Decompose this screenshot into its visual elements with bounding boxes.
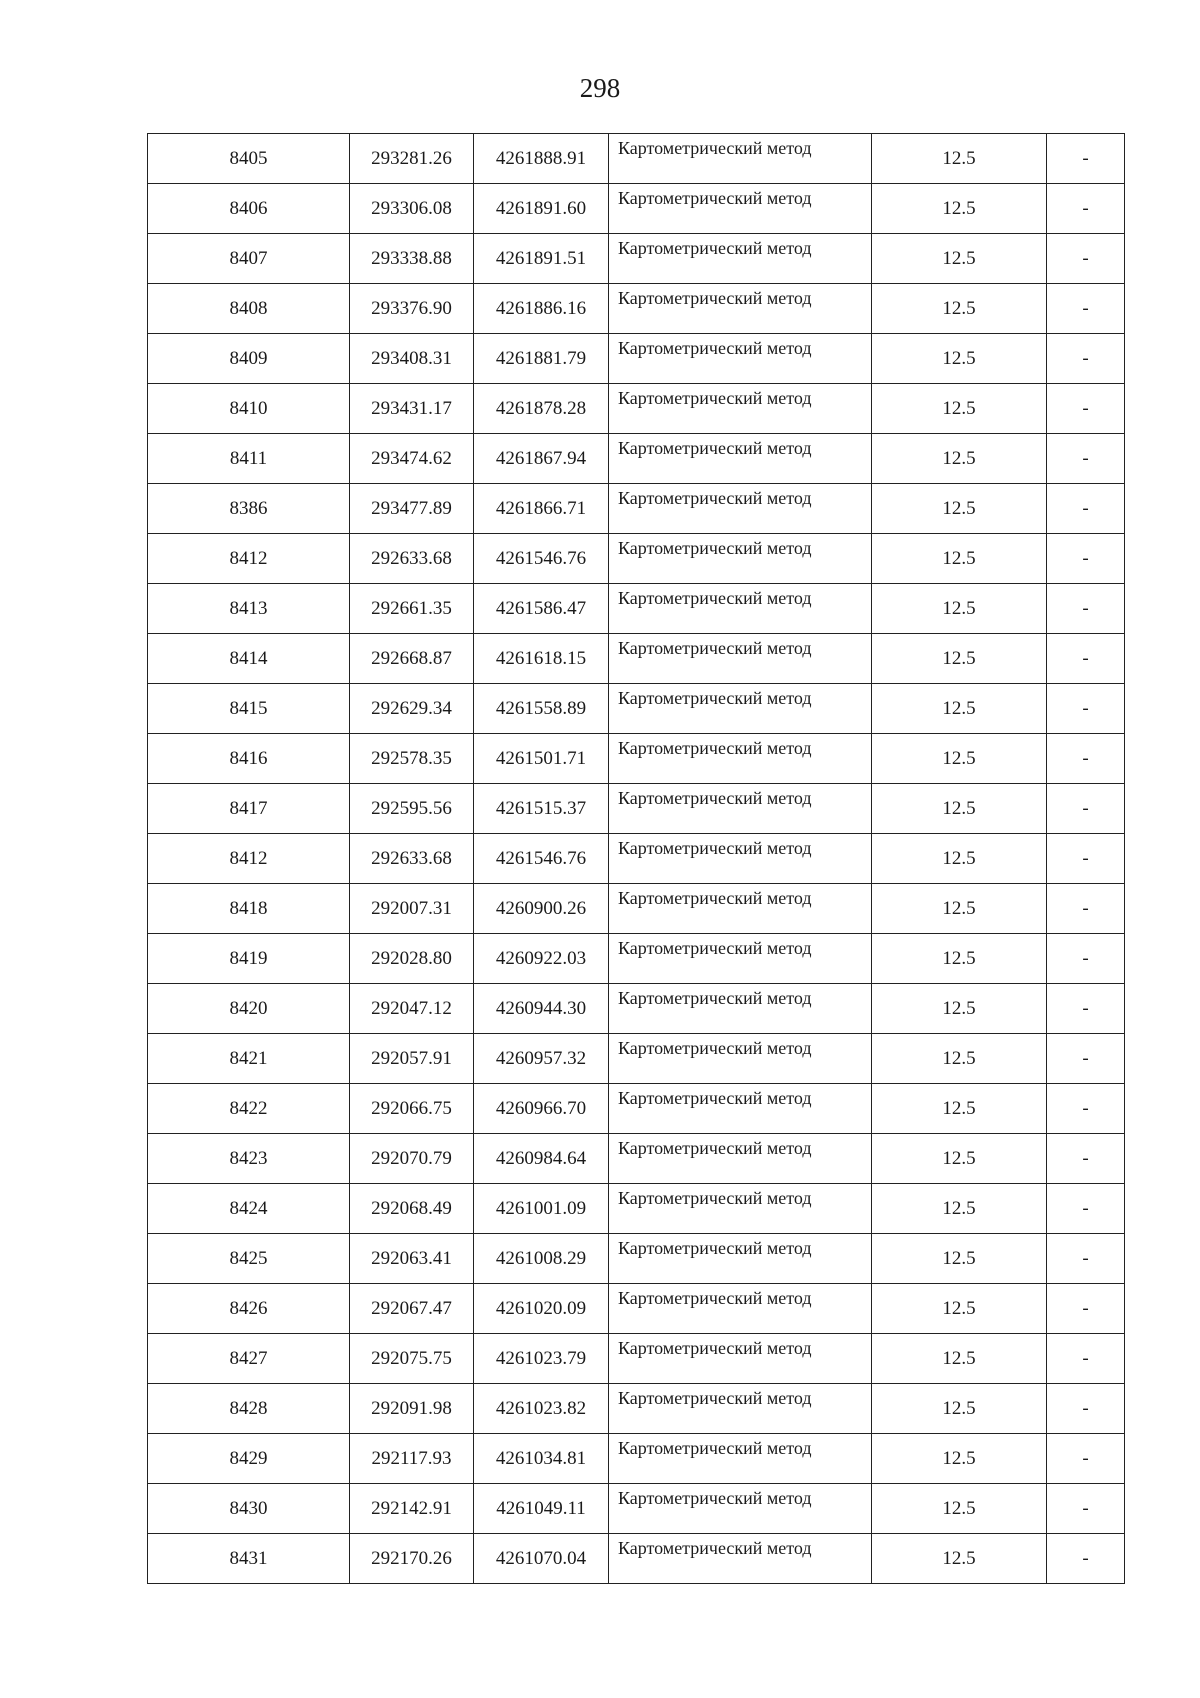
point-number-cell: 8422 <box>148 1084 350 1134</box>
table-row <box>148 784 1125 834</box>
table-row <box>148 434 1125 484</box>
x-coordinate-cell: 293338.88 <box>350 234 474 284</box>
method-cell: Картометрический метод <box>609 134 872 184</box>
note-cell: - <box>1047 1434 1125 1484</box>
y-coordinate-cell: 4261878.28 <box>474 384 609 434</box>
accuracy-cell: 12.5 <box>872 634 1047 684</box>
point-number-cell: 8409 <box>148 334 350 384</box>
x-coordinate-cell: 293431.17 <box>350 384 474 434</box>
accuracy-cell: 12.5 <box>872 584 1047 634</box>
page-number: 298 <box>579 73 621 103</box>
point-number-cell: 8413 <box>148 584 350 634</box>
y-coordinate-cell: 4261866.71 <box>474 484 609 534</box>
note-cell: - <box>1047 1334 1125 1384</box>
point-number-cell: 8417 <box>148 784 350 834</box>
method-cell: Картометрический метод <box>609 934 872 984</box>
method-cell: Картометрический метод <box>609 1484 872 1534</box>
x-coordinate-cell: 292007.31 <box>350 884 474 934</box>
point-number-cell: 8428 <box>148 1384 350 1434</box>
point-number-cell: 8421 <box>148 1034 350 1084</box>
y-coordinate-cell: 4261546.76 <box>474 534 609 584</box>
accuracy-cell: 12.5 <box>872 1534 1047 1584</box>
table-row <box>148 1434 1125 1484</box>
note-cell: - <box>1047 284 1125 334</box>
method-cell: Картометрический метод <box>609 1534 872 1584</box>
accuracy-cell: 12.5 <box>872 134 1047 184</box>
table-row <box>148 734 1125 784</box>
coordinates-table <box>147 133 1125 1584</box>
point-number-cell: 8420 <box>148 984 350 1034</box>
note-cell: - <box>1047 1234 1125 1284</box>
x-coordinate-cell: 292668.87 <box>350 634 474 684</box>
method-cell: Картометрический метод <box>609 1434 872 1484</box>
method-cell: Картометрический метод <box>609 584 872 634</box>
x-coordinate-cell: 292595.56 <box>350 784 474 834</box>
table-row <box>148 334 1125 384</box>
note-cell: - <box>1047 884 1125 934</box>
table-row <box>148 1334 1125 1384</box>
point-number-cell: 8412 <box>148 834 350 884</box>
point-number-cell: 8411 <box>148 434 350 484</box>
method-cell: Картометрический метод <box>609 284 872 334</box>
y-coordinate-cell: 4261070.04 <box>474 1534 609 1584</box>
note-cell: - <box>1047 1384 1125 1434</box>
x-coordinate-cell: 293306.08 <box>350 184 474 234</box>
point-number-cell: 8416 <box>148 734 350 784</box>
method-cell: Картометрический метод <box>609 884 872 934</box>
table-row <box>148 1534 1125 1584</box>
x-coordinate-cell: 292063.41 <box>350 1234 474 1284</box>
note-cell: - <box>1047 734 1125 784</box>
point-number-cell: 8419 <box>148 934 350 984</box>
note-cell: - <box>1047 1284 1125 1334</box>
point-number-cell: 8431 <box>148 1534 350 1584</box>
note-cell: - <box>1047 1084 1125 1134</box>
y-coordinate-cell: 4260944.30 <box>474 984 609 1034</box>
method-cell: Картометрический метод <box>609 1284 872 1334</box>
table-row <box>148 884 1125 934</box>
note-cell: - <box>1047 184 1125 234</box>
accuracy-cell: 12.5 <box>872 1034 1047 1084</box>
point-number-cell: 8429 <box>148 1434 350 1484</box>
accuracy-cell: 12.5 <box>872 1084 1047 1134</box>
table-row <box>148 384 1125 434</box>
note-cell: - <box>1047 784 1125 834</box>
accuracy-cell: 12.5 <box>872 934 1047 984</box>
note-cell: - <box>1047 684 1125 734</box>
point-number-cell: 8386 <box>148 484 350 534</box>
coordinates-table-body <box>148 134 1125 1584</box>
method-cell: Картометрический метод <box>609 384 872 434</box>
note-cell: - <box>1047 984 1125 1034</box>
point-number-cell: 8408 <box>148 284 350 334</box>
y-coordinate-cell: 4261008.29 <box>474 1234 609 1284</box>
table-row <box>148 1134 1125 1184</box>
note-cell: - <box>1047 484 1125 534</box>
accuracy-cell: 12.5 <box>872 334 1047 384</box>
x-coordinate-cell: 292075.75 <box>350 1334 474 1384</box>
method-cell: Картометрический метод <box>609 1234 872 1284</box>
table-row <box>148 1184 1125 1234</box>
accuracy-cell: 12.5 <box>872 1234 1047 1284</box>
y-coordinate-cell: 4261867.94 <box>474 434 609 484</box>
point-number-cell: 8427 <box>148 1334 350 1384</box>
point-number-cell: 8410 <box>148 384 350 434</box>
accuracy-cell: 12.5 <box>872 734 1047 784</box>
table-row <box>148 984 1125 1034</box>
accuracy-cell: 12.5 <box>872 834 1047 884</box>
method-cell: Картометрический метод <box>609 634 872 684</box>
note-cell: - <box>1047 1484 1125 1534</box>
method-cell: Картометрический метод <box>609 334 872 384</box>
note-cell: - <box>1047 534 1125 584</box>
accuracy-cell: 12.5 <box>872 1434 1047 1484</box>
note-cell: - <box>1047 134 1125 184</box>
point-number-cell: 8423 <box>148 1134 350 1184</box>
point-number-cell: 8426 <box>148 1284 350 1334</box>
y-coordinate-cell: 4260957.32 <box>474 1034 609 1084</box>
x-coordinate-cell: 292633.68 <box>350 534 474 584</box>
y-coordinate-cell: 4261891.51 <box>474 234 609 284</box>
table-row <box>148 1234 1125 1284</box>
point-number-cell: 8405 <box>148 134 350 184</box>
note-cell: - <box>1047 334 1125 384</box>
table-row <box>148 684 1125 734</box>
x-coordinate-cell: 292117.93 <box>350 1434 474 1484</box>
table-row <box>148 634 1125 684</box>
x-coordinate-cell: 292070.79 <box>350 1134 474 1184</box>
accuracy-cell: 12.5 <box>872 534 1047 584</box>
x-coordinate-cell: 292068.49 <box>350 1184 474 1234</box>
table-row <box>148 134 1125 184</box>
table-row <box>148 284 1125 334</box>
accuracy-cell: 12.5 <box>872 234 1047 284</box>
x-coordinate-cell: 292170.26 <box>350 1534 474 1584</box>
y-coordinate-cell: 4261888.91 <box>474 134 609 184</box>
method-cell: Картометрический метод <box>609 1184 872 1234</box>
y-coordinate-cell: 4261586.47 <box>474 584 609 634</box>
method-cell: Картометрический метод <box>609 784 872 834</box>
accuracy-cell: 12.5 <box>872 1184 1047 1234</box>
point-number-cell: 8406 <box>148 184 350 234</box>
method-cell: Картометрический метод <box>609 1084 872 1134</box>
note-cell: - <box>1047 384 1125 434</box>
x-coordinate-cell: 292091.98 <box>350 1384 474 1434</box>
table-row <box>148 834 1125 884</box>
method-cell: Картометрический метод <box>609 834 872 884</box>
table-row <box>148 584 1125 634</box>
point-number-cell: 8430 <box>148 1484 350 1534</box>
y-coordinate-cell: 4261020.09 <box>474 1284 609 1334</box>
accuracy-cell: 12.5 <box>872 1284 1047 1334</box>
y-coordinate-cell: 4261546.76 <box>474 834 609 884</box>
x-coordinate-cell: 292661.35 <box>350 584 474 634</box>
method-cell: Картометрический метод <box>609 684 872 734</box>
y-coordinate-cell: 4261881.79 <box>474 334 609 384</box>
x-coordinate-cell: 293376.90 <box>350 284 474 334</box>
note-cell: - <box>1047 1184 1125 1234</box>
table-row <box>148 184 1125 234</box>
accuracy-cell: 12.5 <box>872 1334 1047 1384</box>
method-cell: Картометрический метод <box>609 234 872 284</box>
note-cell: - <box>1047 1534 1125 1584</box>
accuracy-cell: 12.5 <box>872 384 1047 434</box>
x-coordinate-cell: 292066.75 <box>350 1084 474 1134</box>
method-cell: Картометрический метод <box>609 1384 872 1434</box>
x-coordinate-cell: 292057.91 <box>350 1034 474 1084</box>
method-cell: Картометрический метод <box>609 734 872 784</box>
point-number-cell: 8412 <box>148 534 350 584</box>
y-coordinate-cell: 4260922.03 <box>474 934 609 984</box>
point-number-cell: 8425 <box>148 1234 350 1284</box>
point-number-cell: 8415 <box>148 684 350 734</box>
point-number-cell: 8424 <box>148 1184 350 1234</box>
table-row <box>148 1484 1125 1534</box>
method-cell: Картометрический метод <box>609 184 872 234</box>
table-row <box>148 1384 1125 1434</box>
note-cell: - <box>1047 434 1125 484</box>
method-cell: Картометрический метод <box>609 1334 872 1384</box>
accuracy-cell: 12.5 <box>872 434 1047 484</box>
accuracy-cell: 12.5 <box>872 484 1047 534</box>
x-coordinate-cell: 292578.35 <box>350 734 474 784</box>
accuracy-cell: 12.5 <box>872 1484 1047 1534</box>
point-number-cell: 8414 <box>148 634 350 684</box>
x-coordinate-cell: 292633.68 <box>350 834 474 884</box>
y-coordinate-cell: 4261049.11 <box>474 1484 609 1534</box>
note-cell: - <box>1047 934 1125 984</box>
accuracy-cell: 12.5 <box>872 984 1047 1034</box>
note-cell: - <box>1047 1134 1125 1184</box>
x-coordinate-cell: 292067.47 <box>350 1284 474 1334</box>
method-cell: Картометрический метод <box>609 434 872 484</box>
table-row <box>148 1034 1125 1084</box>
x-coordinate-cell: 293474.62 <box>350 434 474 484</box>
note-cell: - <box>1047 634 1125 684</box>
table-row <box>148 484 1125 534</box>
x-coordinate-cell: 292028.80 <box>350 934 474 984</box>
y-coordinate-cell: 4261618.15 <box>474 634 609 684</box>
y-coordinate-cell: 4261515.37 <box>474 784 609 834</box>
y-coordinate-cell: 4261558.89 <box>474 684 609 734</box>
y-coordinate-cell: 4260900.26 <box>474 884 609 934</box>
y-coordinate-cell: 4260984.64 <box>474 1134 609 1184</box>
note-cell: - <box>1047 1034 1125 1084</box>
method-cell: Картометрический метод <box>609 984 872 1034</box>
note-cell: - <box>1047 834 1125 884</box>
x-coordinate-cell: 292142.91 <box>350 1484 474 1534</box>
method-cell: Картометрический метод <box>609 1034 872 1084</box>
note-cell: - <box>1047 234 1125 284</box>
accuracy-cell: 12.5 <box>872 1384 1047 1434</box>
note-cell: - <box>1047 584 1125 634</box>
x-coordinate-cell: 292629.34 <box>350 684 474 734</box>
method-cell: Картометрический метод <box>609 534 872 584</box>
accuracy-cell: 12.5 <box>872 884 1047 934</box>
table-row <box>148 534 1125 584</box>
table-row <box>148 934 1125 984</box>
table-row <box>148 1284 1125 1334</box>
accuracy-cell: 12.5 <box>872 184 1047 234</box>
x-coordinate-cell: 293477.89 <box>350 484 474 534</box>
x-coordinate-cell: 292047.12 <box>350 984 474 1034</box>
accuracy-cell: 12.5 <box>872 684 1047 734</box>
x-coordinate-cell: 293408.31 <box>350 334 474 384</box>
y-coordinate-cell: 4261886.16 <box>474 284 609 334</box>
y-coordinate-cell: 4261023.79 <box>474 1334 609 1384</box>
table-row <box>148 1084 1125 1134</box>
method-cell: Картометрический метод <box>609 484 872 534</box>
method-cell: Картометрический метод <box>609 1134 872 1184</box>
accuracy-cell: 12.5 <box>872 1134 1047 1184</box>
x-coordinate-cell: 293281.26 <box>350 134 474 184</box>
y-coordinate-cell: 4261023.82 <box>474 1384 609 1434</box>
y-coordinate-cell: 4261501.71 <box>474 734 609 784</box>
accuracy-cell: 12.5 <box>872 284 1047 334</box>
y-coordinate-cell: 4260966.70 <box>474 1084 609 1134</box>
y-coordinate-cell: 4261891.60 <box>474 184 609 234</box>
accuracy-cell: 12.5 <box>872 784 1047 834</box>
point-number-cell: 8407 <box>148 234 350 284</box>
y-coordinate-cell: 4261034.81 <box>474 1434 609 1484</box>
point-number-cell: 8418 <box>148 884 350 934</box>
y-coordinate-cell: 4261001.09 <box>474 1184 609 1234</box>
table-row <box>148 234 1125 284</box>
